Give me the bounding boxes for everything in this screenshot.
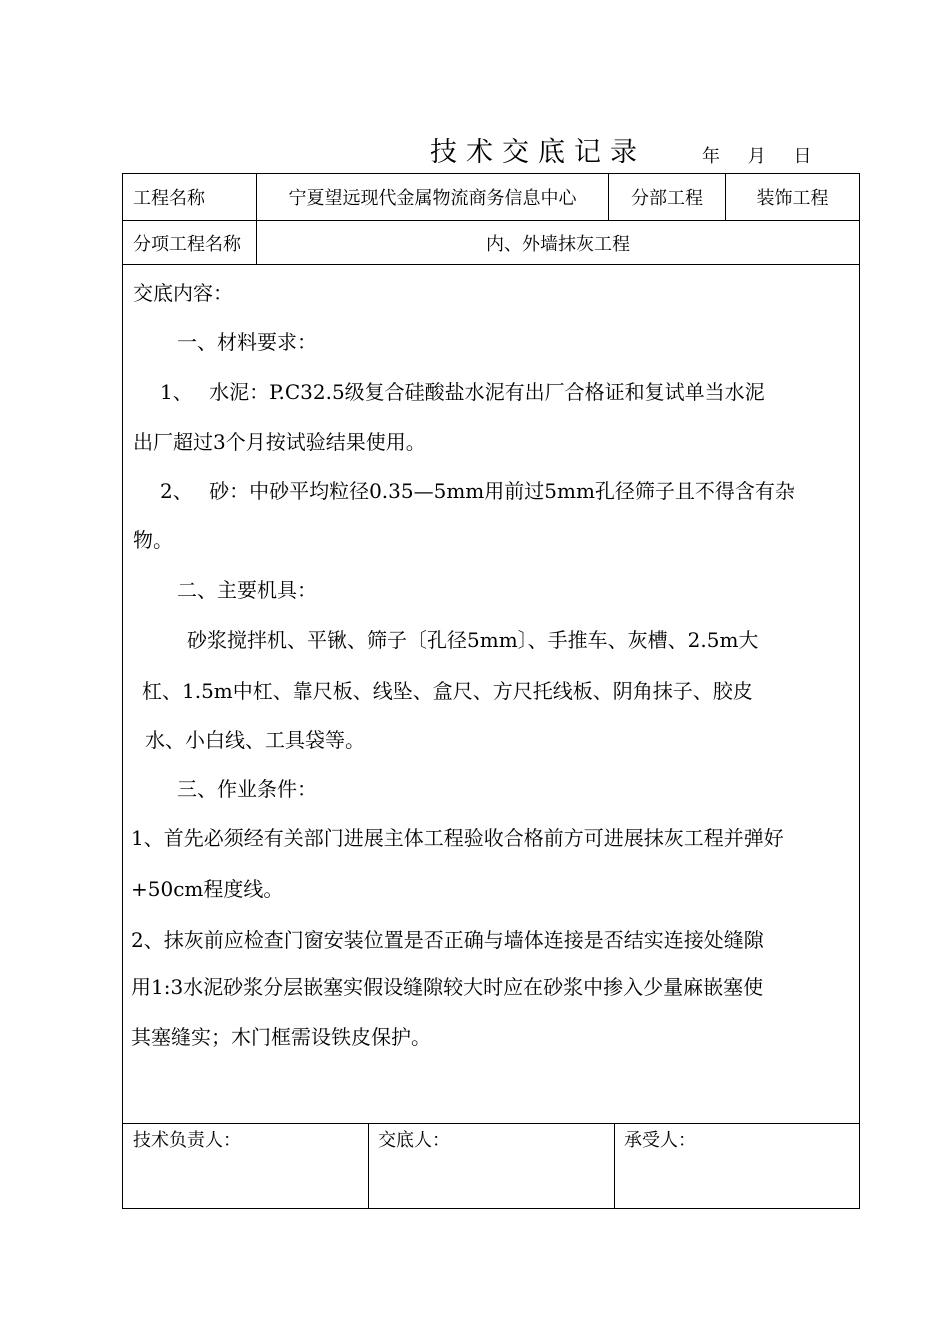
discloser-label: 交底人： — [378, 1130, 450, 1151]
project-name-label: 工程名称 — [122, 173, 257, 221]
content-line: 2、 砂：中砂平均粒径0.35—5mm用前过5mm孔径筛子且不得含有杂 — [160, 479, 795, 503]
section-heading-materials: 一、材料要求： — [177, 330, 317, 354]
document-title: 技术交底记录 — [430, 137, 646, 168]
content-line: 杠、1.5m中杠、靠尺板、线坠、盒尺、方尺托线板、阴角抹子、胶皮 — [142, 679, 753, 703]
section-heading-conditions: 三、作业条件： — [177, 777, 317, 801]
content-line: 2、抹灰前应检查门窗安装位置是否正确与墙体连接是否结实连接处缝隙 — [131, 928, 764, 952]
content-line: 用1:3水泥砂浆分层嵌塞实假设缝隙较大时应在砂浆中掺入少量麻嵌塞使 — [131, 975, 764, 999]
division-value: 装饰工程 — [725, 173, 860, 221]
tech-lead-label: 技术负责人： — [133, 1130, 241, 1151]
content-line: 水、小白线、工具袋等。 — [145, 728, 365, 752]
content-line: 1、 水泥：P.C32.5级复合硅酸盐水泥有出厂合格证和复试单当水泥 — [160, 380, 765, 404]
content-line: 其塞缝实；木门框需设铁皮保护。 — [131, 1025, 431, 1049]
content-heading: 交底内容： — [133, 281, 233, 305]
project-name-value: 宁夏望远现代金属物流商务信息中心 — [256, 173, 609, 221]
subitem-value: 内、外墙抹灰工程 — [256, 220, 860, 265]
content-line: 砂浆搅拌机、平锹、筛子〔孔径5mm〕、手推车、灰槽、2.5m大 — [187, 628, 759, 652]
section-heading-tools: 二、主要机具： — [177, 578, 317, 602]
content-line: 1、首先必须经有关部门进展主体工程验收合格前方可进展抹灰工程并弹好 — [131, 826, 784, 850]
date-field: 年 月 日 — [702, 146, 823, 167]
subitem-label: 分项工程名称 — [122, 220, 257, 265]
division-label: 分部工程 — [608, 173, 726, 221]
content-line: 出厂超过3个月按试验结果使用。 — [133, 430, 426, 454]
content-line: 物。 — [133, 528, 173, 552]
content-line: +50cm程度线。 — [131, 877, 284, 901]
receiver-label: 承受人： — [624, 1130, 696, 1151]
